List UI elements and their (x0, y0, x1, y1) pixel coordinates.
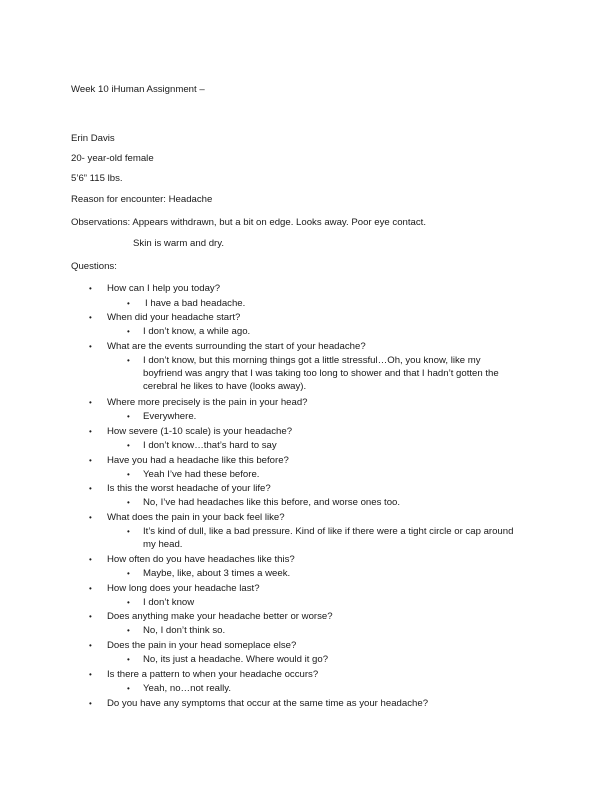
bullet-icon: • (89, 513, 92, 522)
question-13: Is there a pattern to when your headache occurs? (107, 669, 319, 680)
bullet-icon: • (89, 342, 92, 351)
question-10: How long does your headache last? (107, 583, 260, 594)
answer-4: Everywhere. (143, 411, 197, 422)
observations: Observations: Appears withdrawn, but a bit on edge. Looks away. Poor eye contact. (71, 217, 426, 228)
question-9: How often do you have headaches like this? (107, 554, 295, 565)
bullet-icon: • (127, 327, 130, 336)
bullet-icon: • (89, 699, 92, 708)
bullet-icon: • (127, 684, 130, 693)
bullet-icon: • (127, 498, 130, 507)
question-5: How severe (1-10 scale) is your headache? (107, 426, 293, 437)
bullet-icon: • (89, 584, 92, 593)
bullet-icon: • (127, 569, 130, 578)
answer-3-line-2: boyfriend was angry that I was taking too long to shower and that I hadn’t gotten the (143, 368, 499, 379)
reason-for-encounter: Reason for encounter: Headache (71, 194, 213, 205)
bullet-icon: • (89, 641, 92, 650)
question-12: Does the pain in your head someplace else? (107, 640, 297, 651)
bullet-icon: • (127, 527, 130, 536)
patient-name: Erin Davis (71, 133, 115, 144)
answer-10: I don’t know (143, 597, 195, 608)
question-8: What does the pain in your back feel like? (107, 512, 285, 523)
answer-5: I don’t know…that’s hard to say (143, 440, 277, 451)
question-2: When did your headache start? (107, 312, 241, 323)
answer-7: No, I’ve had headaches like this before, and worse ones too. (143, 497, 401, 508)
answer-1: I have a bad headache. (145, 298, 246, 309)
answer-9: Maybe, like, about 3 times a week. (143, 568, 291, 579)
document-title: Week 10 iHuman Assignment – (71, 84, 205, 95)
bullet-icon: • (89, 555, 92, 564)
answer-8-line-1: It’s kind of dull, like a bad pressure. Kind of like if there were a tight circle or cap around (143, 526, 514, 537)
bullet-icon: • (127, 626, 130, 635)
answer-11: No, I don’t think so. (143, 625, 226, 636)
answer-2: I don’t know, a while ago. (143, 326, 251, 337)
answer-6: Yeah I’ve had these before. (143, 469, 260, 480)
bullet-icon: • (89, 612, 92, 621)
answer-3-line-1: I don’t know, but this morning things got a little stressful…Oh, you know, like my (143, 355, 481, 366)
bullet-icon: • (89, 313, 92, 322)
questions-label: Questions: (71, 261, 117, 272)
patient-height-weight: 5’6” 115 lbs. (71, 173, 123, 184)
bullet-icon: • (127, 470, 130, 479)
bullet-icon: • (127, 356, 130, 365)
bullet-icon: • (127, 598, 130, 607)
bullet-icon: • (89, 427, 92, 436)
bullet-icon: • (127, 412, 130, 421)
bullet-icon: • (89, 284, 92, 293)
bullet-icon: • (89, 398, 92, 407)
bullet-icon: • (127, 655, 130, 664)
question-3: What are the events surrounding the start of your headache? (107, 341, 366, 352)
question-4: Where more precisely is the pain in your head? (107, 397, 308, 408)
observations-continued: Skin is warm and dry. (133, 238, 224, 249)
answer-13: Yeah, no…not really. (143, 683, 232, 694)
bullet-icon: • (89, 456, 92, 465)
answer-8-line-2: my head. (143, 539, 183, 550)
question-7: Is this the worst headache of your life? (107, 483, 271, 494)
bullet-icon: • (89, 670, 92, 679)
question-11: Does anything make your headache better or worse? (107, 611, 333, 622)
question-1: How can I help you today? (107, 283, 221, 294)
answer-12: No, its just a headache. Where would it go? (143, 654, 329, 665)
bullet-icon: • (89, 484, 92, 493)
bullet-icon: • (127, 299, 130, 308)
question-14: Do you have any symptoms that occur at the same time as your headache? (107, 698, 429, 709)
answer-3-line-3: cerebral he likes to have (looks away). (143, 381, 307, 392)
bullet-icon: • (127, 441, 130, 450)
question-6: Have you had a headache like this before? (107, 455, 289, 466)
patient-age-sex: 20- year-old female (71, 153, 154, 164)
